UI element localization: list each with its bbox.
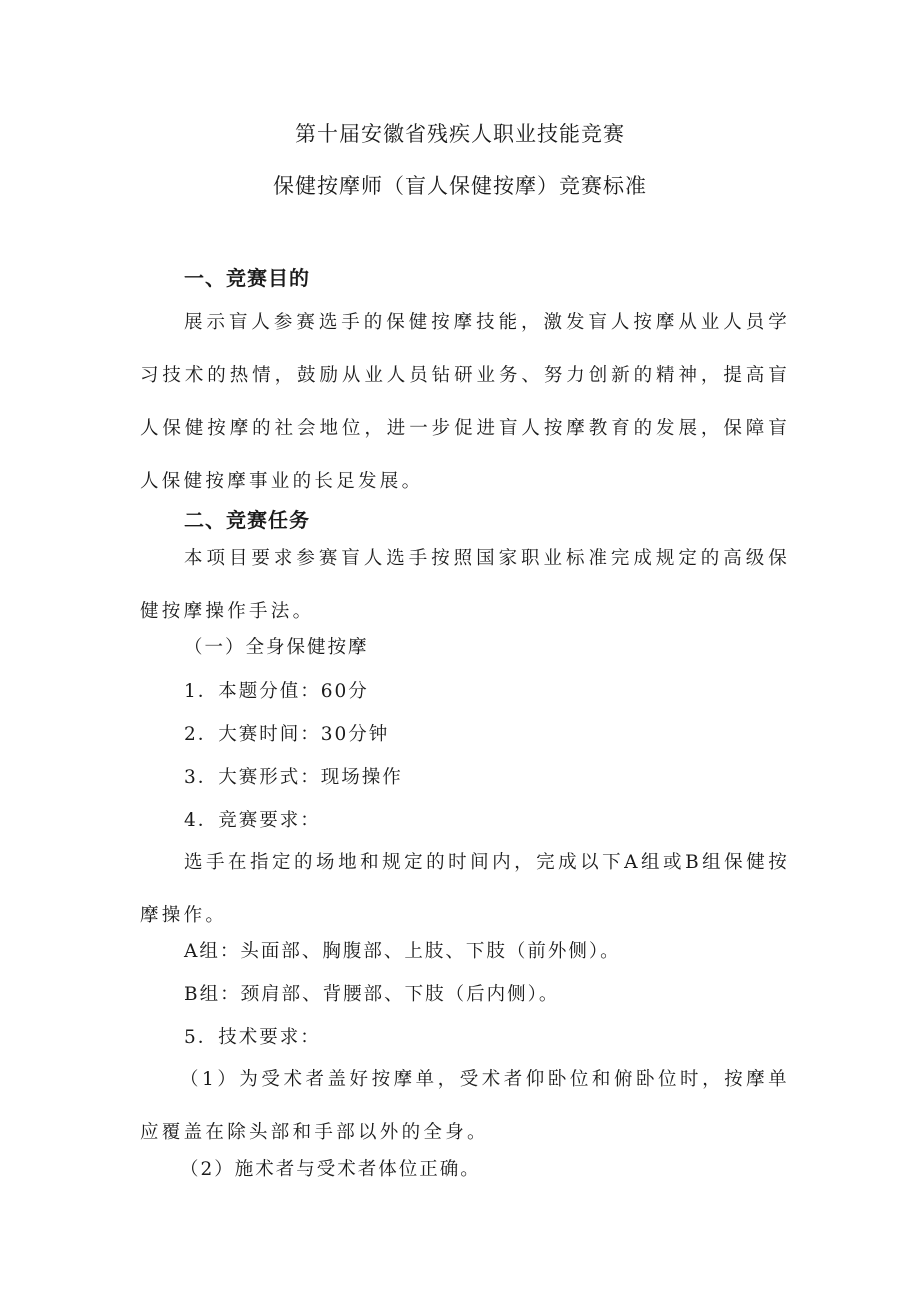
item-time: 2．大赛时间：30分钟 (184, 724, 390, 745)
section-1-heading: 一、竞赛目的 (184, 266, 310, 290)
title-line-1: 第十届安徽省残疾人职业技能竞赛 (295, 122, 625, 146)
technical-requirement-1: （1）为受术者盖好按摩单，受术者仰卧位和俯卧位时，按摩单应覆盖在除头部和手部以外的全身。 (140, 1069, 790, 1143)
item-score: 1．本题分值：60分 (184, 681, 369, 702)
section-2-paragraph: 本项目要求参赛盲人选手按照国家职业标准完成规定的高级保健按摩操作手法。 (140, 548, 790, 622)
group-b: B组：颈肩部、背腰部、下肢（后内侧）。 (184, 984, 560, 1005)
section-2-heading: 二、竞赛任务 (184, 508, 310, 532)
item-requirements: 4．竞赛要求： (184, 810, 321, 831)
subheading-full-body-massage: （一）全身保健按摩 (184, 637, 369, 658)
item-technical-requirements: 5．技术要求： (184, 1027, 321, 1048)
technical-requirement-2: （2）施术者与受术者体位正确。 (180, 1159, 481, 1180)
title-line-2: 保健按摩师（盲人保健按摩）竞赛标准 (273, 174, 647, 198)
item-format: 3．大赛形式：现场操作 (184, 767, 403, 788)
section-1-paragraph: 展示盲人参赛选手的保健按摩技能，激发盲人按摩从业人员学习技术的热情，鼓励从业人员钻研业务、努力创新的精神，提高盲人保健按摩的社会地位，进一步促进盲人按摩教育的发展，保障盲人保健按摩事业的长足发展。 (140, 312, 790, 492)
group-a: A组：头面部、胸腹部、上肢、下肢（前外侧）。 (184, 941, 621, 962)
requirement-paragraph: 选手在指定的场地和规定的时间内，完成以下A组或B组保健按摩操作。 (140, 852, 790, 926)
